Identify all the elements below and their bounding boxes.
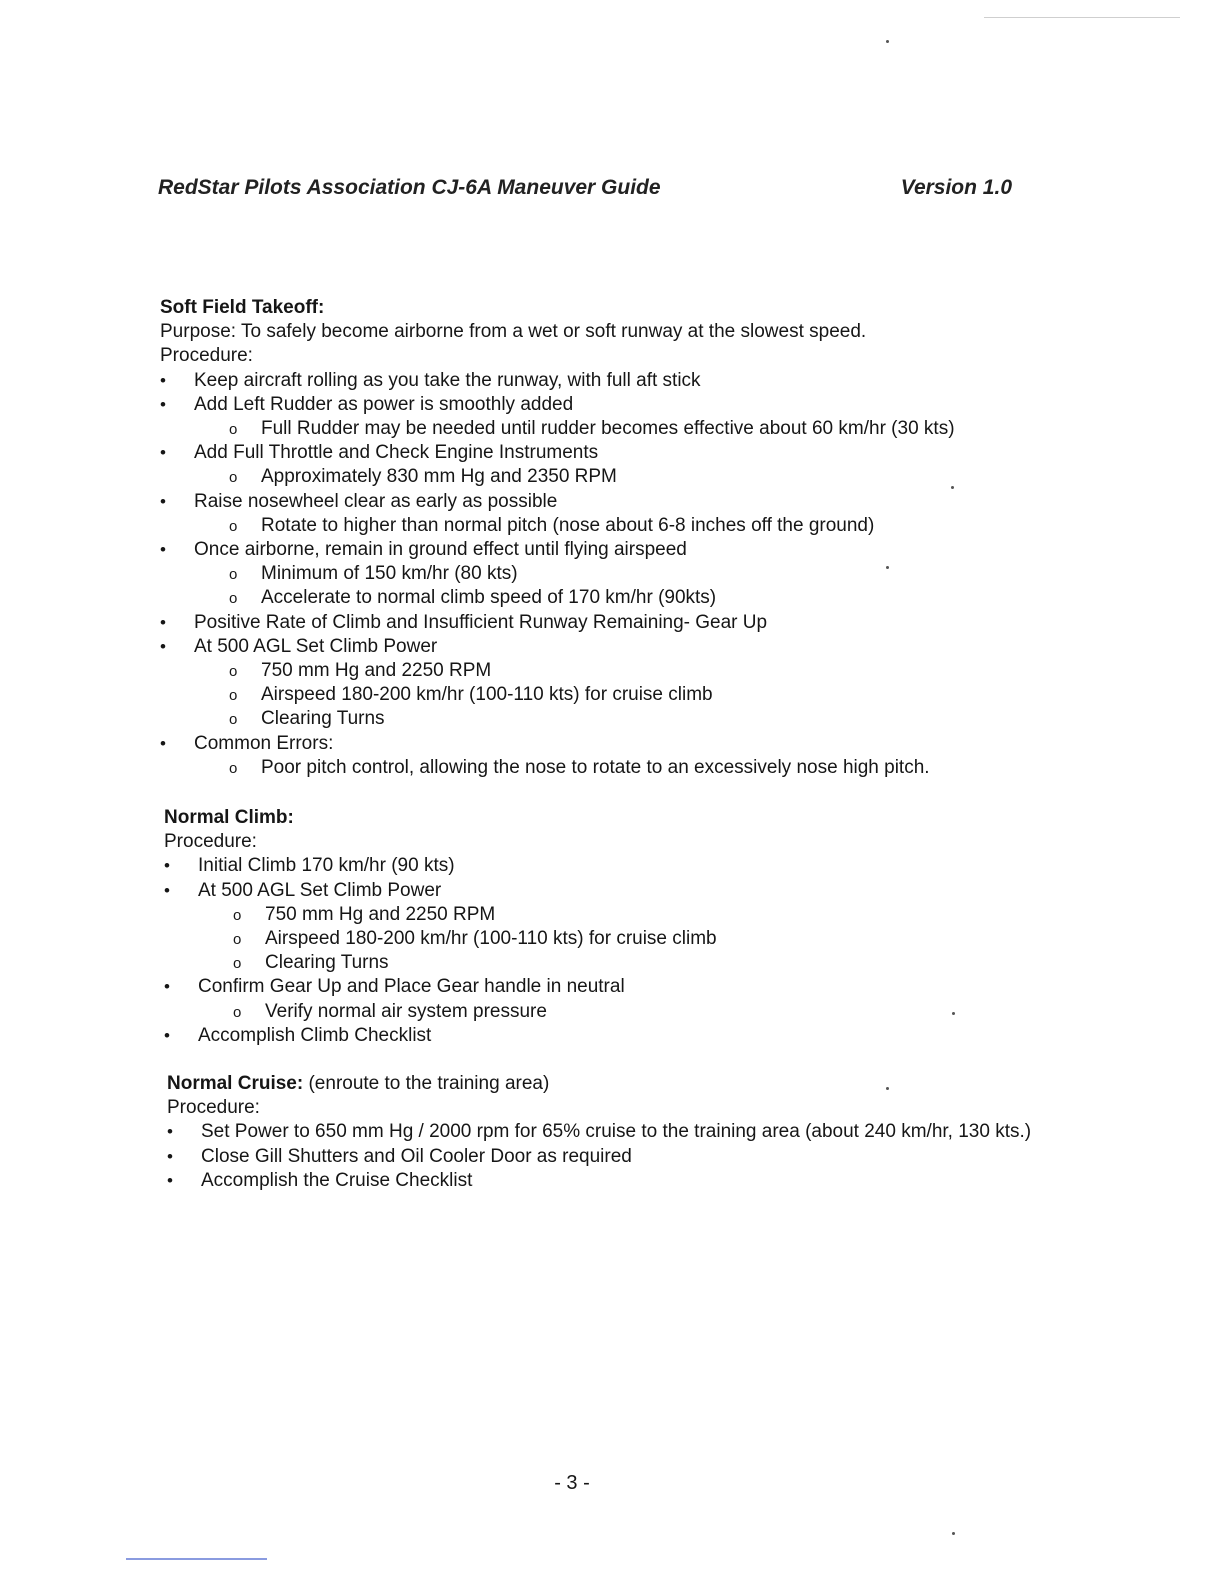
sub-list [194,562,1060,610]
procedure-list [160,369,1060,780]
document-title: RedStar Pilots Association CJ-6A Maneuver Guide [158,176,661,199]
list-item [167,1120,1057,1144]
list-item-text: At 500 AGL Set Climb Power [198,879,442,901]
list-item-text: Initial Climb 170 km/hr (90 kts) [198,855,455,877]
sub-list-item: o 750 mm Hg and 2250 RPM [198,903,1064,927]
sub-list-item: o Clearing Turns [198,951,1064,975]
list-item [164,879,1064,976]
sub-list-item: o Approximately 830 mm Hg and 2350 RPM [194,465,1060,489]
list-item [167,1169,1057,1193]
scan-artifact-dot [886,40,889,43]
list-item-text: At 500 AGL Set Climb Power [194,635,438,657]
list-item [160,635,1060,732]
scan-artifact-dot [952,1532,955,1535]
list-item [160,369,1060,393]
list-item-text: Add Full Throttle and Check Engine Instruments [194,442,599,464]
section-purpose: Purpose: To safely become airborne from a wet or soft runway at the slowest speed. [160,321,867,343]
sub-list [194,659,1060,732]
list-item [160,490,1060,538]
sub-list [194,465,1060,489]
section-heading: Soft Field Takeoff: [160,297,325,318]
list-item-text: Accomplish the Cruise Checklist [201,1169,473,1191]
section-normal-climb [164,806,1064,1048]
sub-list-item: o 750 mm Hg and 2250 RPM [194,659,1060,683]
list-item [160,538,1060,611]
procedure-label: Procedure: [160,345,253,367]
scan-artifact-line [126,1558,267,1560]
procedure-label: Procedure: [167,1097,260,1119]
list-item [160,732,1060,780]
list-item [160,393,1060,441]
list-item-text: Common Errors: [194,732,334,754]
list-item [164,975,1064,1023]
sub-list-item: o Airspeed 180-200 km/hr (100-110 kts) for cruise climb [198,927,1064,951]
sub-list-item: o Airspeed 180-200 km/hr (100-110 kts) for cruise climb [194,683,1060,707]
scan-artifact-line [984,17,1180,18]
sub-list-item: o Poor pitch control, allowing the nose to rotate to an excessively nose high pitch. [194,756,1060,780]
section-heading: Normal Climb: [164,807,294,828]
list-item-text: Raise nosewheel clear as early as possible [194,490,558,512]
procedure-label: Procedure: [164,831,257,853]
section-heading-line [167,1072,1057,1096]
list-item [160,441,1060,489]
section-heading: Normal Cruise: [167,1073,304,1094]
sub-list-item: o Minimum of 150 km/hr (80 kts) [194,562,1060,586]
sub-list [194,417,1060,441]
list-item [167,1145,1057,1169]
sub-list-item: o Accelerate to normal climb speed of 170 km/hr (90kts) [194,586,1060,610]
sub-list [194,514,1060,538]
document-version: Version 1.0 [900,176,1012,199]
list-item [160,611,1060,635]
list-item [164,1024,1064,1048]
list-item-text: Positive Rate of Climb and Insufficient Runway Remaining- Gear Up [194,611,768,633]
list-item-text: Keep aircraft rolling as you take the runway, with full aft stick [194,369,701,391]
list-item-text: Confirm Gear Up and Place Gear handle in neutral [198,976,625,998]
sub-list-item: o Clearing Turns [194,707,1060,731]
sub-list [194,756,1060,780]
sub-list [198,1000,1064,1024]
sub-list-item: o Rotate to higher than normal pitch (nose about 6-8 inches off the ground) [194,514,1060,538]
page-number: - 3 - [554,1472,590,1494]
sub-list-item: o Full Rudder may be needed until rudder becomes effective about 60 km/hr (30 kts) [194,417,1060,441]
list-item-text: Accomplish Climb Checklist [198,1024,432,1046]
list-item-text: Add Left Rudder as power is smoothly added [194,393,574,415]
sub-list-item: o Verify normal air system pressure [198,1000,1064,1024]
list-item-text: Close Gill Shutters and Oil Cooler Door as required [201,1145,632,1167]
list-item-text: Set Power to 650 mm Hg / 2000 rpm for 65% cruise to the training area (about 240 km/hr, 130 kts.) [201,1121,1032,1143]
section-soft-field-takeoff [160,296,1060,780]
list-item-text: Once airborne, remain in ground effect until flying airspeed [194,539,687,561]
section-normal-cruise [167,1072,1057,1193]
sub-list [198,903,1064,976]
list-item [164,854,1064,878]
section-heading-note: (enroute to the training area) [303,1073,550,1094]
procedure-list [167,1120,1057,1193]
procedure-list [164,854,1064,1048]
